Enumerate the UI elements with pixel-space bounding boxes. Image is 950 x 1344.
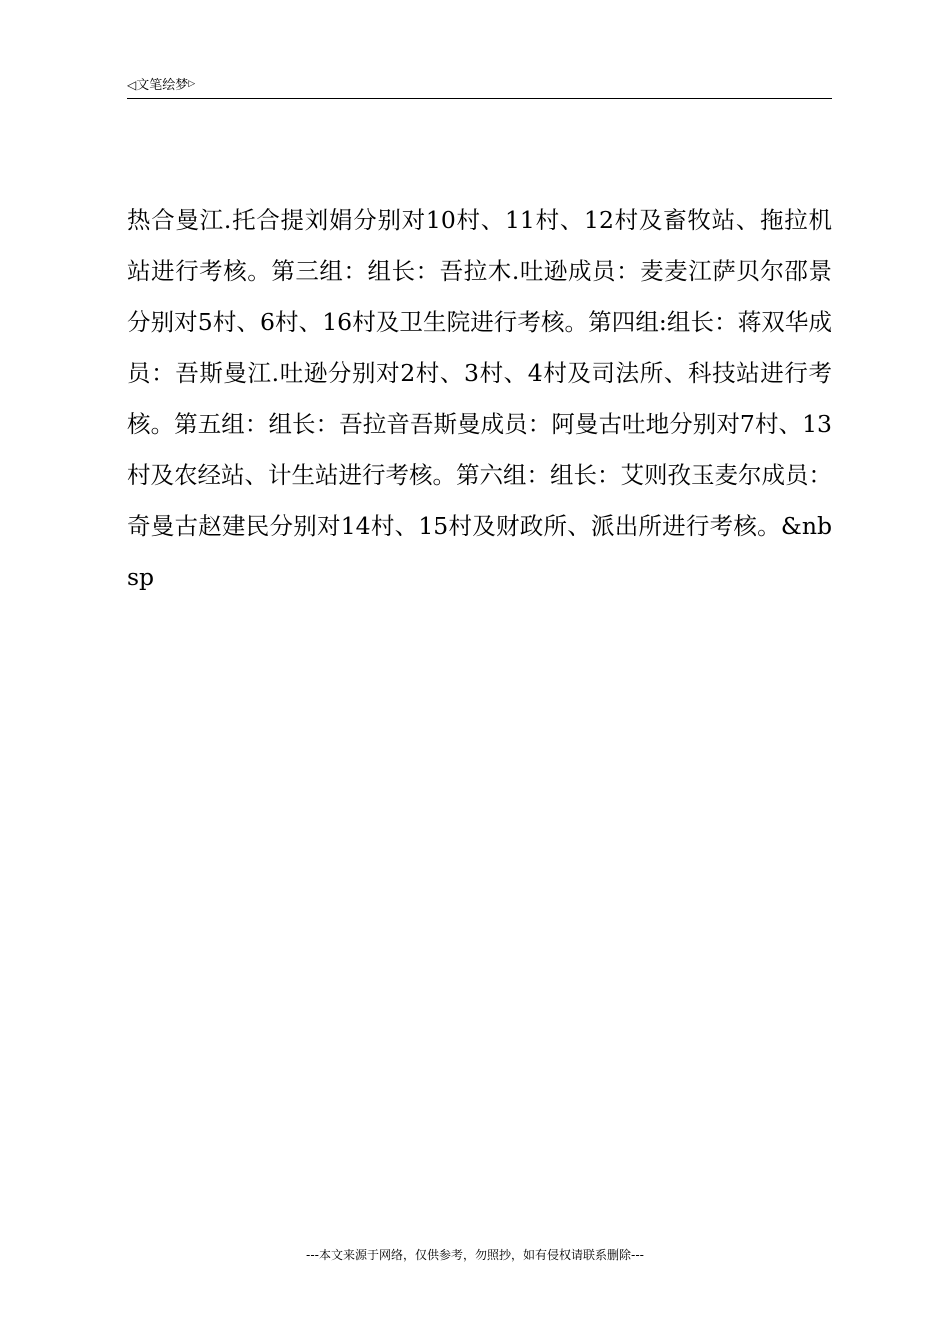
- page-header: [127, 74, 832, 99]
- left-triangle-icon: ◁: [127, 78, 137, 92]
- header-title: 文笔绘梦: [136, 78, 189, 93]
- header-title-group: [127, 76, 195, 94]
- page-footer: ---本文来源于网络，仅供参考，勿照抄，如有侵权请联系删除---: [306, 1248, 644, 1262]
- right-triangle-icon: ▷: [188, 79, 196, 89]
- body-paragraph: 热合曼江.托合提刘娟分别对10村、11村、12村及畜牧站、拖拉机站进行考核。第三组：组长：吾拉木.吐逊成员：麦麦江萨贝尔邵景分别对5村、6村、16村及卫生院进行考核。第四组:组长：蒋双华成员：吾斯曼江.吐逊分别对2村、3村、4村及司法所、科技站进行考核。第五组：组长：吾拉音吾斯曼成员：阿曼古吐地分别对7村、13村及农经站、计生站进行考核。第六组：组长：艾则孜玉麦尔成员：奇曼古赵建民分别对14村、15村及财政所、派出所进行考核。&nbsp: [127, 206, 832, 591]
